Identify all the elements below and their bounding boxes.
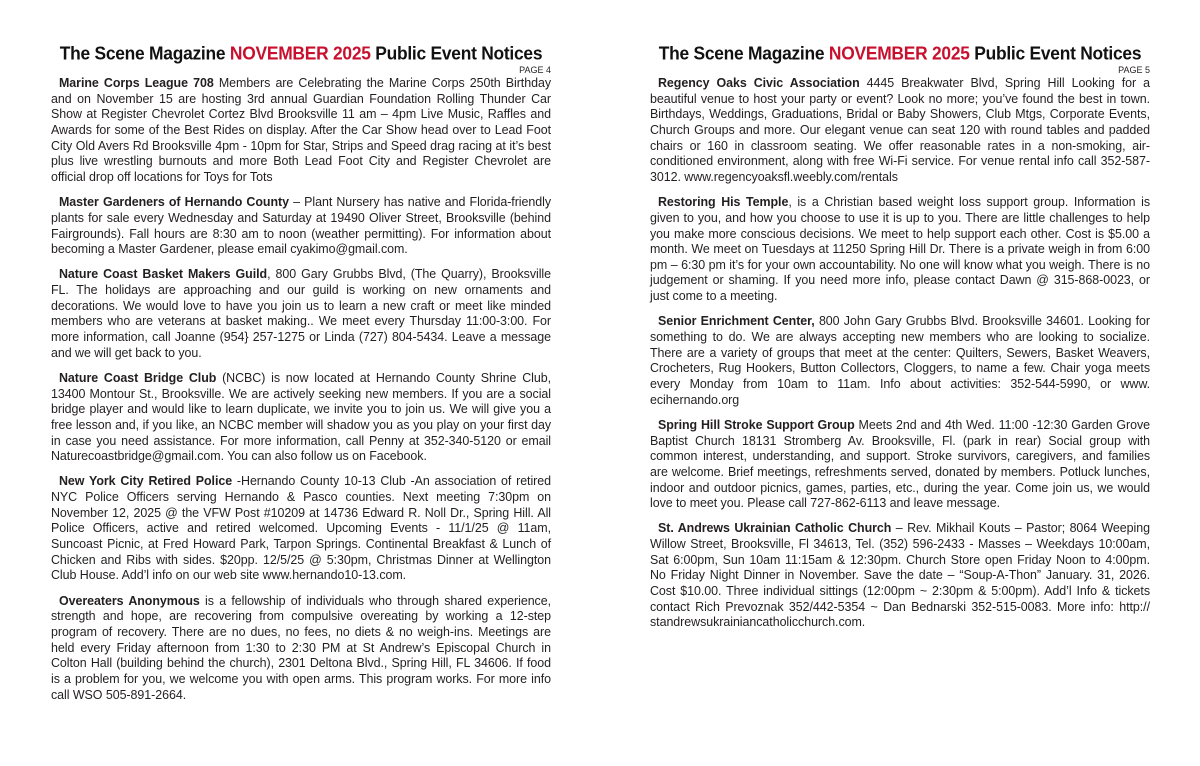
org-name: Restoring His Temple bbox=[658, 195, 789, 210]
notice-text: , is a Christian based weight loss support group. Information is given to you, and how you choose to use it is up to you. There are little challenges to help you make more conscious decisions. We meet to help support each other. Cost is $5.00 a month. We meet on Tuesdays at 11250 Spring Hill Dr. There is a private weigh in from 6:00 pm – 6:30 pm it’s for your own accountability. No one will know what you weigh. There is no judgement or shaming. If you need more info, please contact Dawn @ 315-868-0023, or just come to a meeting. bbox=[650, 195, 1150, 304]
org-name: Regency Oaks Civic Association bbox=[658, 76, 860, 90]
notice-text: (NCBC) is now located at Hernando County Shrine Club, 13400 Montour St., Brooksville. We are actively seeking new members. If you are a social bridge player and would like to learn duplicate, we invite you to join us. We will give you a free lesson and, if you like, an NCBC member will shadow you as you play on your first day in case you need assistance. For more information, call Penny at 352-340-5120 or email Naturecoastbridge@gmail.com. You can also follow us on Facebook. bbox=[51, 370, 551, 464]
title-text: The Scene Magazine bbox=[59, 42, 230, 64]
org-name: New York City Retired Police bbox=[59, 474, 233, 489]
page-5 bbox=[650, 40, 1150, 641]
event-notice bbox=[650, 195, 1150, 305]
notice-text: is a fellowship of individuals who through shared experience, strength and hope, are recovering from compulsive overeating by working a 12-step program of recovery. There are no dues, no fees, no diets & no weigh-ins. Meetings are held every Friday afternoon from 1:30 to 2:30 PM at St Andrew’s Episcopal Church in Colton Hall (building behind the church), 2301 Deltona Blvd., Spring Hill, FL 34606. If food is a problem for you, we welcome you with open arms. This program works. For more info call WSO 505-891-2664. bbox=[51, 593, 552, 702]
event-notice bbox=[650, 76, 1150, 186]
org-name: Overeaters Anonymous bbox=[59, 593, 200, 608]
title-month: NOVEMBER 2025 bbox=[229, 42, 371, 64]
event-notice bbox=[650, 521, 1150, 631]
title-text: The Scene Magazine bbox=[658, 42, 829, 64]
notice-text: – Plant Nursery has native and Florida-friendly plants for sale every Wednesday and Saturday at 19490 Oliver Street, Brooksville (behind Fairgrounds). Fall hours are 8:30 am to noon (weather permitting). For information about becoming a Master Gardener, please email cyakimo@gmail.com. bbox=[51, 195, 551, 257]
event-notice bbox=[51, 474, 551, 584]
notice-text: – Rev. Mikhail Kouts – Pastor; 8064 Weeping Willow Street, Brooksville, Fl 34613, Tel. (352) 596-2433 - Masses – Weekdays 10:00am, Sat 6:00pm, Sun 10am 11:15am & 12:30pm. Church Store open Friday Noon to 4:00pm. No Friday Night Dinner in November. Save the date – “Soup-A-Thon” January. 31, 2026. Cost $10.00. Three individual sittings (12:00pm ~ 2:30pm & 5:00pm). Add’l Info & tickets contact Rich Prevoznak 352/442-5354 ~ Dan Bednarski 352-515-0083. More info: http:// standrewsukrainiancatholicchurch.com. bbox=[650, 521, 1150, 630]
title-text: Public Event Notices bbox=[370, 42, 543, 64]
page-number: PAGE 5 bbox=[1118, 65, 1150, 75]
notice-text: , 800 Gary Grubbs Blvd, (The Quarry), Brooksville FL. The holidays are approaching and our guild is working on new ornaments and decorations. We would love to have you join us to learn a new craft or meet like minded members who are veterans at basket making.. We meet every Thursday 11:00-3:00. For more information, call Joanne (954} 257-1275 or Linda (727) 804-5434. Leave a message and we will get back to you. bbox=[51, 267, 551, 360]
event-notice bbox=[51, 195, 551, 258]
event-notice bbox=[650, 314, 1150, 408]
notice-text: -Hernando County 10-13 Club -An association of retired NYC Police Officers serving Hernando & Pasco counties. Next meeting 7:30pm on November 12, 2025 @ the VFW Post #10209 at 14736 Edward R. Noll Dr., Spring Hill. All Police Officers, active and retired welcomed. Upcoming Events - 11/1/25 @ 11am, Suncoast Picnic, at Fred Howard Park, Tarpon Springs. Continental Breakfast & Lunch of Chicken and Ribs with sides. $20pp. 12/5/25 @ 5:30pm, Christmas Dinner at Wellington Club House. Add’l info on our web site www.hernando10-13.com. bbox=[51, 474, 552, 583]
event-notice bbox=[650, 418, 1150, 512]
event-notice bbox=[51, 594, 551, 704]
org-name: St. Andrews Ukrainian Catholic Church bbox=[658, 521, 892, 536]
notice-text: 4445 Breakwater Blvd, Spring Hill Looking for a beautiful venue to host your party or event? Look no more; you’ve found the best in town. Birthdays, Weddings, Graduations, Bridal or Baby Showers, Club Mtgs, Corporate Events, Church Groups and more. Our elegant venue can seat 120 with round tables and padded chairs or 160 in classroom seating. We offer reasonable rates in a non-smoking, air-conditioned environment, along with free Wi-Fi service. For venue rental info call 352-587-3012. www.regencyoaksfl.weebly.com/rentals bbox=[650, 76, 1150, 184]
event-notice bbox=[51, 76, 551, 186]
event-notice bbox=[51, 371, 551, 465]
org-name: Nature Coast Bridge Club bbox=[59, 370, 217, 385]
title-text: Public Event Notices bbox=[969, 42, 1142, 64]
notice-text: 800 John Gary Grubbs Blvd. Brooksville 34601. Looking for something to do. We are always accepting new members who are looking to socialize. There are a variety of groups that meet at the center: Quilters, Sewers, Basket Weavers, Crocheters, Rug Hookers, Button Collectors, Cloggers, to name a few. Chair yoga meets every Monday from 10am to 11am. Info about activities: 352-544-5990, or www. ecihernando.org bbox=[650, 314, 1150, 407]
event-notice bbox=[51, 267, 551, 361]
page-title bbox=[51, 41, 551, 65]
notice-text: Meets 2nd and 4th Wed. 11:00 -12:30 Garden Grove Baptist Church 18131 Stromberg Av. Brooksville, Fl. (park in rear) Social group with common interest, understanding, and support. Stroke survivors, caregivers, and families are welcome. Brief meetings, refreshments served, donated by members. Potluck lunches, indoor and outdoor picnics, games, parties, etc., during the year. Come join us, we would love to meet you. Please call 727-862-6113 and leave message. bbox=[650, 417, 1151, 511]
org-name: Marine Corps League 708 bbox=[59, 76, 214, 90]
org-name: Nature Coast Basket Makers Guild bbox=[59, 267, 268, 282]
page-title bbox=[650, 41, 1150, 65]
page-number: PAGE 4 bbox=[519, 65, 551, 75]
org-name: Master Gardeners of Hernando County bbox=[59, 195, 289, 210]
title-month: NOVEMBER 2025 bbox=[828, 42, 970, 64]
notice-text: Members are Celebrating the Marine Corps 250th Birthday and on November 15 are hosting 3rd annual Guardian Foundation Rolling Thunder Car Show at Register Chevrolet Cortez Blvd Brooksville 11 am – 4pm Live Music, Raffles and Awards for some of the Best Rides on display. After the Car Show head over to Lead Foot City Old Avers Rd Brooksville 4pm - 10pm for Star, Strips and Speed drag racing at it’s best plus live wrestling burnouts and more Both Lead Foot City and Register Chevrolet are official drop off locations for Toys for Tots bbox=[51, 76, 551, 184]
org-name: Senior Enrichment Center, bbox=[658, 314, 815, 329]
page-4 bbox=[51, 40, 551, 713]
org-name: Spring Hill Stroke Support Group bbox=[658, 417, 855, 432]
